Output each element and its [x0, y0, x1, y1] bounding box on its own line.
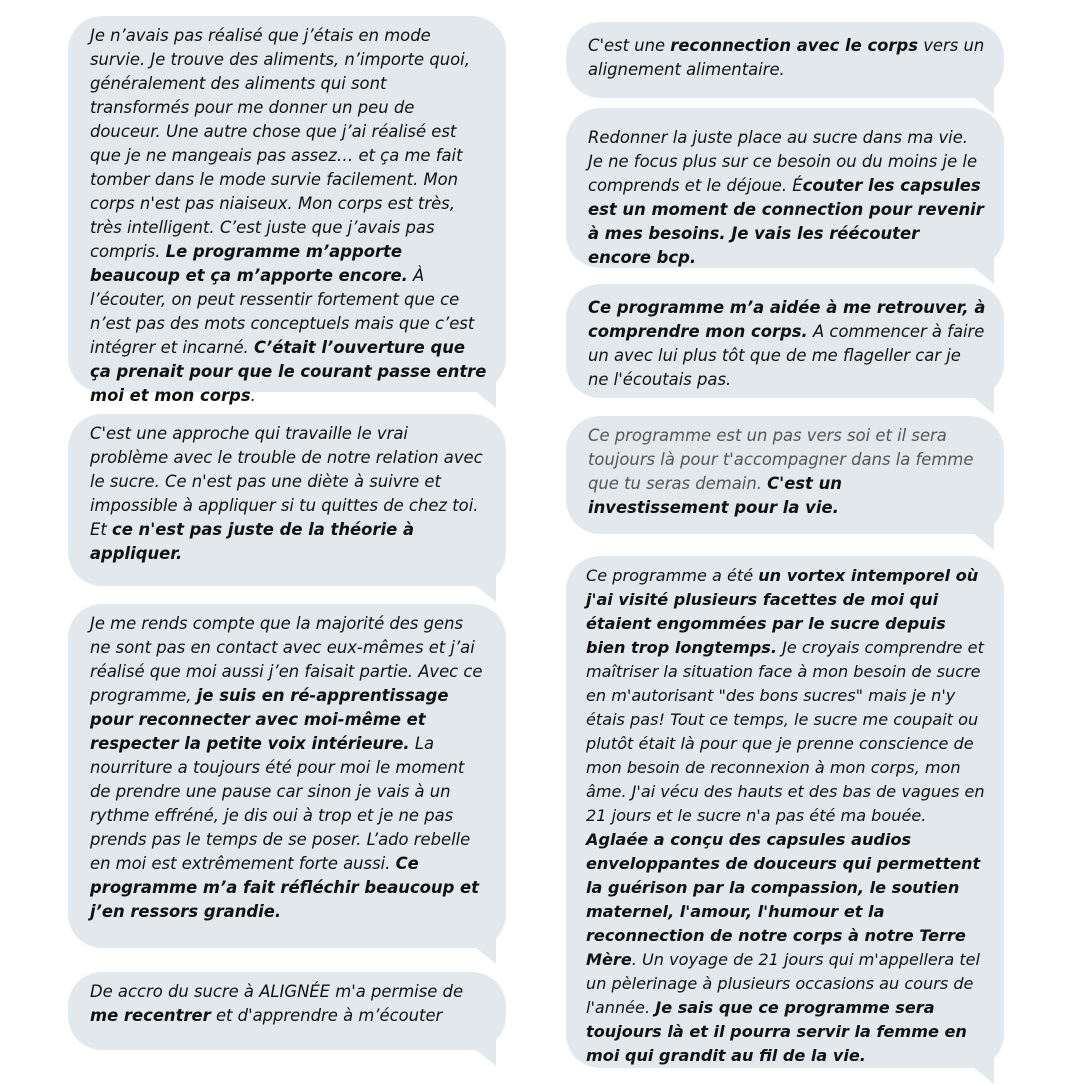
text-segment: De accro du sucre à ALIGNÉE m'a permise de: [90, 982, 464, 1001]
testimonial-bubble-5: [566, 22, 1004, 98]
text-segment-bold: je suis en ré-apprentissage pour reconnecter avec moi-même et respecter la petite voix intérieure.: [90, 686, 449, 753]
testimonial-bubble-7: [566, 284, 1004, 398]
text-segment: . Un voyage de 21 jours qui m'appellera tel un pèlerinage à plusieurs occasions au cours de l'année.: [586, 950, 980, 1017]
text-segment: .: [250, 386, 256, 405]
text-segment: Je me rends compte que la majorité des gens ne sont pas en contact avec eux-mêmes et j’ai réalisé que moi aussi j’en faisait partie. Avec ce programme,: [90, 614, 483, 705]
testimonial-text: [588, 424, 986, 520]
testimonial-text: [90, 612, 488, 924]
text-segment-bold: Ce programme m’a fait réfléchir beaucoup et j’en ressors grandie.: [90, 854, 479, 921]
text-segment-bold: me recentrer: [90, 1006, 211, 1025]
text-segment: A commencer à faire un avec lui plus tôt que de me flageller car je ne l'écoutais pas.: [588, 322, 985, 389]
text-segment: Ce programme a été: [586, 566, 759, 585]
text-segment: À l’écouter, on peut ressentir fortement que ce n’est pas des mots conceptuels mais que c’est intégrer et incarné.: [90, 266, 475, 357]
text-segment-bold: Je sais que ce programme sera toujours là et il pourra servir la femme en moi qui grandit au fil de la vie.: [586, 998, 967, 1065]
text-segment-bold: ce n'est pas juste de la théorie à appliquer.: [90, 520, 415, 563]
text-segment-bold: un vortex intemporel où j'ai visité plusieurs facettes de moi qui étaient engommées par le sucre depuis bien trop longtemps.: [586, 566, 979, 657]
text-segment: et d'apprendre à m’écouter: [210, 1006, 443, 1025]
text-segment: Je croyais comprendre et maîtriser la situation face à mon besoin de sucre en m'autorisant "des bons sucres" mais je n'y étais pas! Tout ce temps, le sucre me coupait ou plutôt était là pour que je prenne conscience de mon besoin de reconnexion à mon corps, mon âme. J'ai vécu des hauts et des bas de vagues en 21 jours et le sucre n'a pas été ma bouée.: [586, 638, 985, 825]
testimonial-bubble-3: [68, 604, 506, 948]
testimonial-text: [588, 296, 986, 392]
text-segment-bold: C’était l’ouverture que ça prenait pour que le courant passe entre moi et mon corps: [90, 338, 487, 405]
text-segment-bold: C'est un investissement pour la vie.: [588, 474, 842, 517]
text-segment: vers un alignement alimentaire.: [588, 36, 985, 79]
text-segment: La nourriture a toujours été pour moi le moment de prendre une pause car sinon je vais à un rythme effréné, je dis oui à trop et je ne pas prends pas le temps de se poser. L’ado rebelle en moi est extrêmement forte aussi.: [90, 734, 471, 873]
testimonial-bubble-9: [566, 556, 1004, 1068]
testimonial-text: [588, 126, 986, 270]
testimonial-bubble-8: [566, 416, 1004, 534]
text-segment: Je n’avais pas réalisé que j’étais en mode survie. Je trouve des aliments, n’importe quoi, généralement des aliments qui sont transformés pour me donner un peu de douceur. Une autre chose que j’ai réalisé est que je ne mangeais pas assez… et ça me fait tomber dans le mode survie facilement. Mon corps n'est pas niaiseux. Mon corps est très, très intelligent. C’est juste que j’avais pas compris.: [90, 26, 470, 261]
testimonial-text: [90, 422, 488, 566]
testimonial-bubble-1: [68, 16, 506, 405]
text-segment-bold: Aglaée a conçu des capsules audios enveloppantes de douceurs qui permettent la guérison par la compassion, le soutien maternel, l'amour, l'humour et la reconnection de notre corps à notre Terre Mère: [586, 830, 981, 969]
testimonial-bubble-4: [68, 972, 506, 1050]
text-segment-bold: Le programme m’apporte beaucoup et ça m’apporte encore.: [90, 242, 408, 285]
text-segment: Ce programme est un pas vers soi et il sera toujours là pour t'accompagner dans la femme que tu seras demain.: [588, 426, 974, 493]
testimonial-text: [586, 564, 990, 1068]
text-segment-bold: couter les capsules est un moment de connection pour revenir à mes besoins. Je vais les réécouter encore bcp.: [588, 176, 984, 267]
text-segment: C'est une approche qui travaille le vrai problème avec le trouble de notre relation avec le sucre. Ce n'est pas une diète à suivre et impossible à appliquer si tu quittes de chez toi. Et: [90, 424, 483, 539]
testimonial-text: [90, 24, 488, 408]
testimonial-bubble-2: [68, 414, 506, 586]
text-segment-bold: reconnection avec le corps: [670, 36, 919, 55]
testimonial-text: [90, 980, 488, 1028]
testimonial-text: [588, 34, 986, 82]
text-segment: Redonner la juste place au sucre dans ma vie. Je ne focus plus sur ce besoin ou du moins je le comprends et le déjoue. É: [588, 128, 978, 195]
text-segment: C'est une: [588, 36, 671, 55]
text-segment-bold: Ce programme m’a aidée à me retrouver, à comprendre mon corps.: [588, 298, 986, 341]
testimonial-bubble-6: [566, 108, 1004, 268]
